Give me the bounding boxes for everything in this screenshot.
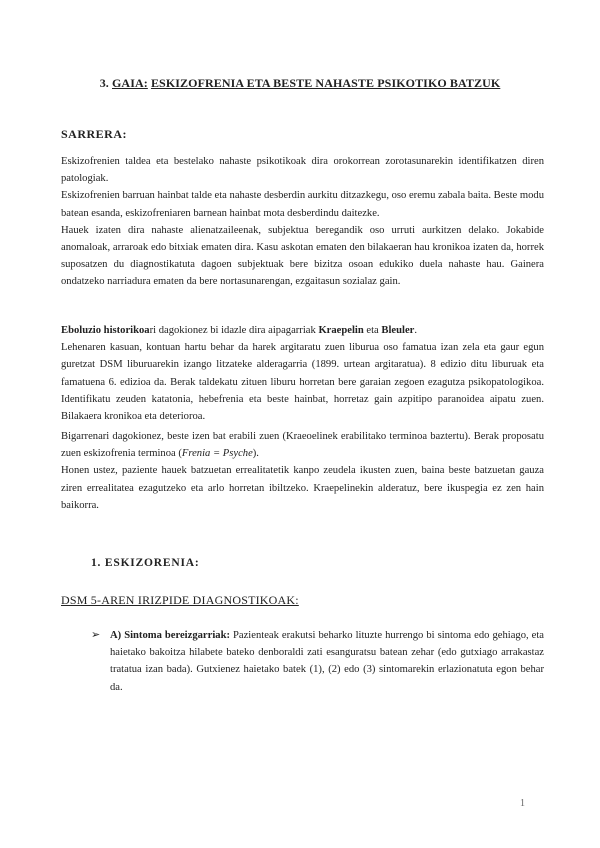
title-gaia: GAIA: xyxy=(112,76,148,90)
author-kraepelin: Kraepelin xyxy=(318,325,364,336)
page-number: 1 xyxy=(520,798,525,809)
criterion-a-label: A) Sintoma bereizgarriak: xyxy=(110,630,230,641)
sarrera-heading: SARRERA: xyxy=(61,127,128,141)
title-main: ESKIZOFRENIA ETA BESTE NAHASTE PSIKOTIKO BATZUK xyxy=(150,76,501,90)
intro-paragraph xyxy=(61,153,544,291)
intro-line-1: Eskizofrenien taldea eta bestelako nahaste psikotikoak dira orokorrean zorotasunarekin identifikatzen diren patologiak. xyxy=(61,156,544,185)
criterion-a-text: A) Sintoma bereizgarriak: Pazienteak erakutsi beharko lituzte hurrengo bi sintoma edo gehiago, eta haietako bakoitza hilabete bateko denboraldi zati esanguratsu batean zehar (edo gutxiago arrakastaz tratatua izan bada). Gutxienez haietako batek (1), (2) edo (3) sintomarekin erlazionatuta egon behar da. xyxy=(110,630,544,693)
second-line-b: Honen ustez, paziente hauek batzuetan errealitatetik kanpo zeudela ikusten zuen, baina beste batzuetan gauza ziren errealitatea ezagutzeko eta arlo horretan ibiltzeko. Kraepelinekin alderatuz, bere ikuspegia ez zen hain baikorra. xyxy=(61,465,544,511)
intro-line-2: Eskizofrenien barruan hainbat talde eta nahaste desberdin aurkitu ditzazkegu, oso eremu zabala baita. Beste modu batean esanda, eskizofreniaren barnean hainbat mota desberdindu daitezke. xyxy=(61,190,544,219)
history-line-b: Lehenaren kasuan, kontuan hartu behar da harek argitaratu zuen liburua oso famatua izan zela eta gaur egun guretzat DSM liburuarekin izango litzateke alderagarria (1899. urtean argitaratua). 8 edizio ditu liburuak eta famatuena 6. edizioa da. Berak taldekatu zituen liburu horretan bere garaian zegoen ezagutza psikopatologikoa. Identifikatu zeuden katatonia, hebefrenia eta beste hainbat, horretaz gain azpitipo paranoidea aipatu zuen. Bilakaera kronikoa eta deterioroa. xyxy=(61,342,544,423)
criterion-a-item xyxy=(91,627,544,696)
history-paragraph xyxy=(61,322,544,425)
section-heading-eskizofrenia: 1. ESKIZORENIA: xyxy=(91,557,200,569)
intro-line-3: Hauek izaten dira nahaste alienatzaileenak, subjektua beregandik oso urruti aurkitzen delako. Jokabide anomaloak, arraroak edo bitxiak ematen dira. Kasu askotan ematen den bilakaeran hau kronikoa izaten da, horrek suposatzen du diagnostikatuta dagoen subjektuak bere bizitza osoan edukiko duela nahaste hau. Gainera ondatzeko narriadura ematen da bere nortasunarengan, ezgaitasun sozialaz gain. xyxy=(61,224,544,288)
author-bleuler: Bleuler xyxy=(381,325,415,336)
title-prefix: 3. xyxy=(99,76,112,90)
history-line-a: Eboluzio historikoari dagokionez bi idazle dira aipagarriak Kraepelin eta Bleuler. xyxy=(61,325,418,336)
dsm-criteria-heading: DSM 5-AREN IRIZPIDE DIAGNOSTIKOAK: xyxy=(61,593,299,607)
second-author-paragraph xyxy=(61,428,544,514)
arrow-bullet-icon: ➢ xyxy=(91,629,101,641)
second-line-a: Bigarrenari dagokionez, beste izen bat erabili zuen (Kraeoelinek erabilitako terminoa baztertu). Berak proposatu zuen eskizofrenia terminoa (Frenia = Psyche). xyxy=(61,431,544,460)
page-title xyxy=(0,76,600,91)
frenia-psyche: Frenia = Psyche xyxy=(181,448,253,460)
history-term: Eboluzio historikoa xyxy=(61,325,150,336)
